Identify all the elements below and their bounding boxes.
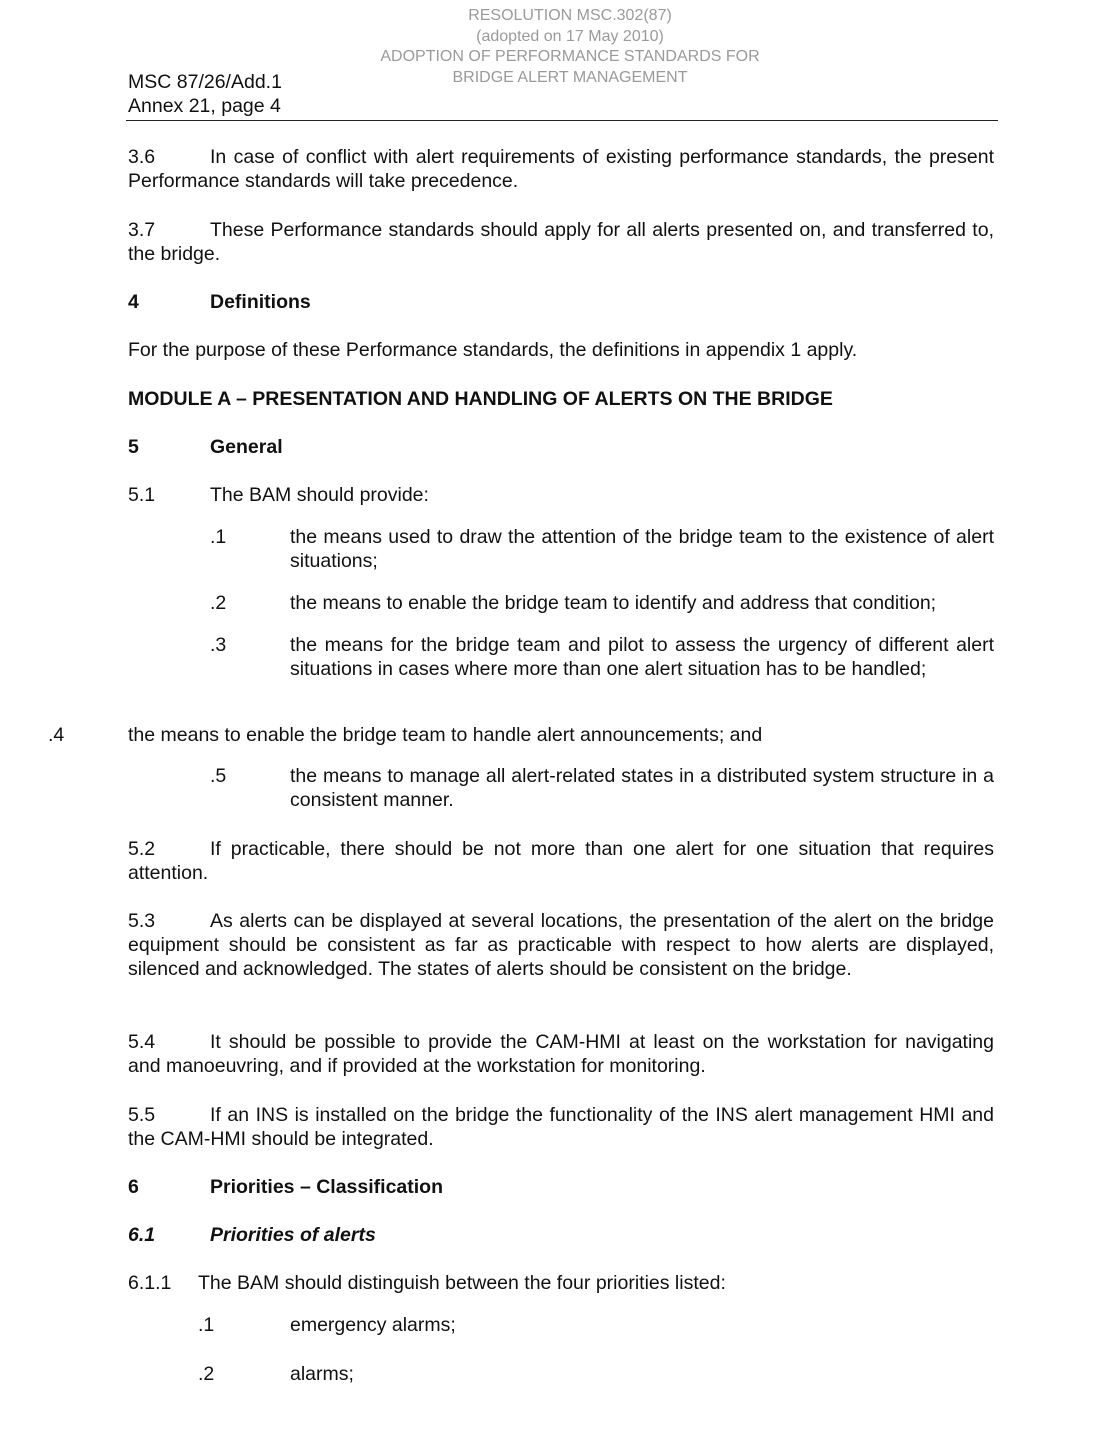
subsection-heading-6-1	[128, 1223, 994, 1247]
paragraph-number: 5.1	[128, 484, 156, 506]
list-item-label: .1	[210, 526, 227, 548]
paragraph-number: 5.4	[128, 1031, 156, 1053]
subsection-title: Priorities of alerts	[210, 1224, 376, 1246]
paragraph-3-7	[128, 218, 994, 266]
list-item-text: the means for the bridge team and pilot to assess the urgency of different alert situations in cases where more than one alert situation has to be handled;	[290, 634, 994, 680]
list-item-label: .2	[198, 1363, 215, 1385]
list-item-label: .3	[210, 634, 227, 656]
section-heading-6	[128, 1175, 994, 1199]
list-item-label: .5	[210, 765, 227, 787]
subsection-number: 6.1	[128, 1224, 156, 1246]
paragraph-5-1	[128, 483, 994, 507]
paragraph-text: It should be possible to provide the CAM-HMI at least on the workstation for navigating and manoeuvring, and if provided at the workstation for monitoring.	[128, 1031, 994, 1077]
paragraph-text: As alerts can be displayed at several locations, the presentation of the alert on the bridge equipment should be consistent as far as practicable with respect to how alerts are displayed, silenced and acknowledged. The states of alerts should be consistent on the bridge.	[128, 910, 994, 980]
section-heading-5	[128, 435, 994, 459]
document-reference: MSC 87/26/Add.1	[128, 71, 282, 93]
watermark-line-3: ADOPTION OF PERFORMANCE STANDARDS FOR	[380, 48, 760, 65]
list-item	[198, 1362, 994, 1386]
paragraph-number: 5.2	[128, 838, 156, 860]
page-header	[128, 70, 282, 118]
section-number: 5	[128, 436, 139, 458]
list-item-label: .4	[48, 724, 65, 746]
section-number: 4	[128, 291, 139, 313]
paragraph-5-4	[128, 1030, 994, 1078]
module-a-heading: MODULE A – PRESENTATION AND HANDLING OF ALERTS ON THE BRIDGE	[128, 388, 833, 410]
list-item-text: the means to manage all alert-related states in a distributed system structure in a consistent manner.	[290, 765, 994, 811]
paragraph-number: 6.1.1	[128, 1272, 172, 1294]
paragraph-3-6	[128, 145, 994, 193]
list-item-text: the means to enable the bridge team to identify and address that condition;	[290, 592, 937, 614]
paragraph-number: 5.5	[128, 1104, 156, 1126]
list-item-text: emergency alarms;	[290, 1314, 456, 1336]
paragraph-text: If practicable, there should be not more than one alert for one situation that requires attention.	[128, 838, 994, 884]
list-item-label: .2	[210, 592, 227, 614]
section-title: Priorities – Classification	[210, 1176, 444, 1198]
paragraph-5-3	[128, 909, 994, 981]
paragraph-6-1-1	[128, 1271, 994, 1295]
section-number: 6	[128, 1176, 139, 1198]
watermark-line-4: BRIDGE ALERT MANAGEMENT	[452, 68, 688, 86]
list-item	[210, 591, 994, 615]
page-reference: Annex 21, page 4	[128, 95, 281, 117]
list-item-text: alarms;	[290, 1363, 354, 1385]
list-item	[210, 525, 994, 573]
paragraph-text: If an INS is installed on the bridge the functionality of the INS alert management HMI and the CAM-HMI should be integrated.	[128, 1104, 994, 1150]
list-item-text: the means to enable the bridge team to handle alert announcements; and	[128, 724, 763, 746]
paragraph-text: In case of conflict with alert requirements of existing performance standards, the present Performance standards will take precedence.	[128, 146, 994, 192]
paragraph-number: 5.3	[128, 910, 156, 932]
list-item	[210, 633, 994, 681]
list-item-label: .1	[198, 1314, 215, 1336]
paragraph-text: The BAM should distinguish between the four priorities listed:	[198, 1272, 726, 1294]
paragraph-text: The BAM should provide:	[210, 484, 429, 506]
list-item	[198, 1313, 994, 1337]
paragraph-number: 3.6	[128, 146, 156, 168]
paragraph-5-2	[128, 837, 994, 885]
list-item	[210, 764, 994, 812]
watermark-line-1: RESOLUTION MSC.302(87)	[468, 7, 672, 24]
paragraph-text: These Performance standards should apply for all alerts presented on, and transferred to, the bridge.	[128, 219, 994, 265]
section-title: General	[210, 436, 283, 458]
list-item-text: the means used to draw the attention of the bridge team to the existence of alert situations;	[290, 526, 994, 572]
section-heading-4	[128, 290, 994, 314]
watermark-line-2: (adopted on 17 May 2010)	[476, 27, 664, 45]
definitions-paragraph: For the purpose of these Performance standards, the definitions in appendix 1 apply.	[128, 339, 858, 361]
section-title: Definitions	[210, 291, 311, 313]
resolution-watermark	[340, 6, 800, 88]
paragraph-5-5	[128, 1103, 994, 1151]
header-rule	[126, 120, 998, 121]
paragraph-number: 3.7	[128, 219, 156, 241]
